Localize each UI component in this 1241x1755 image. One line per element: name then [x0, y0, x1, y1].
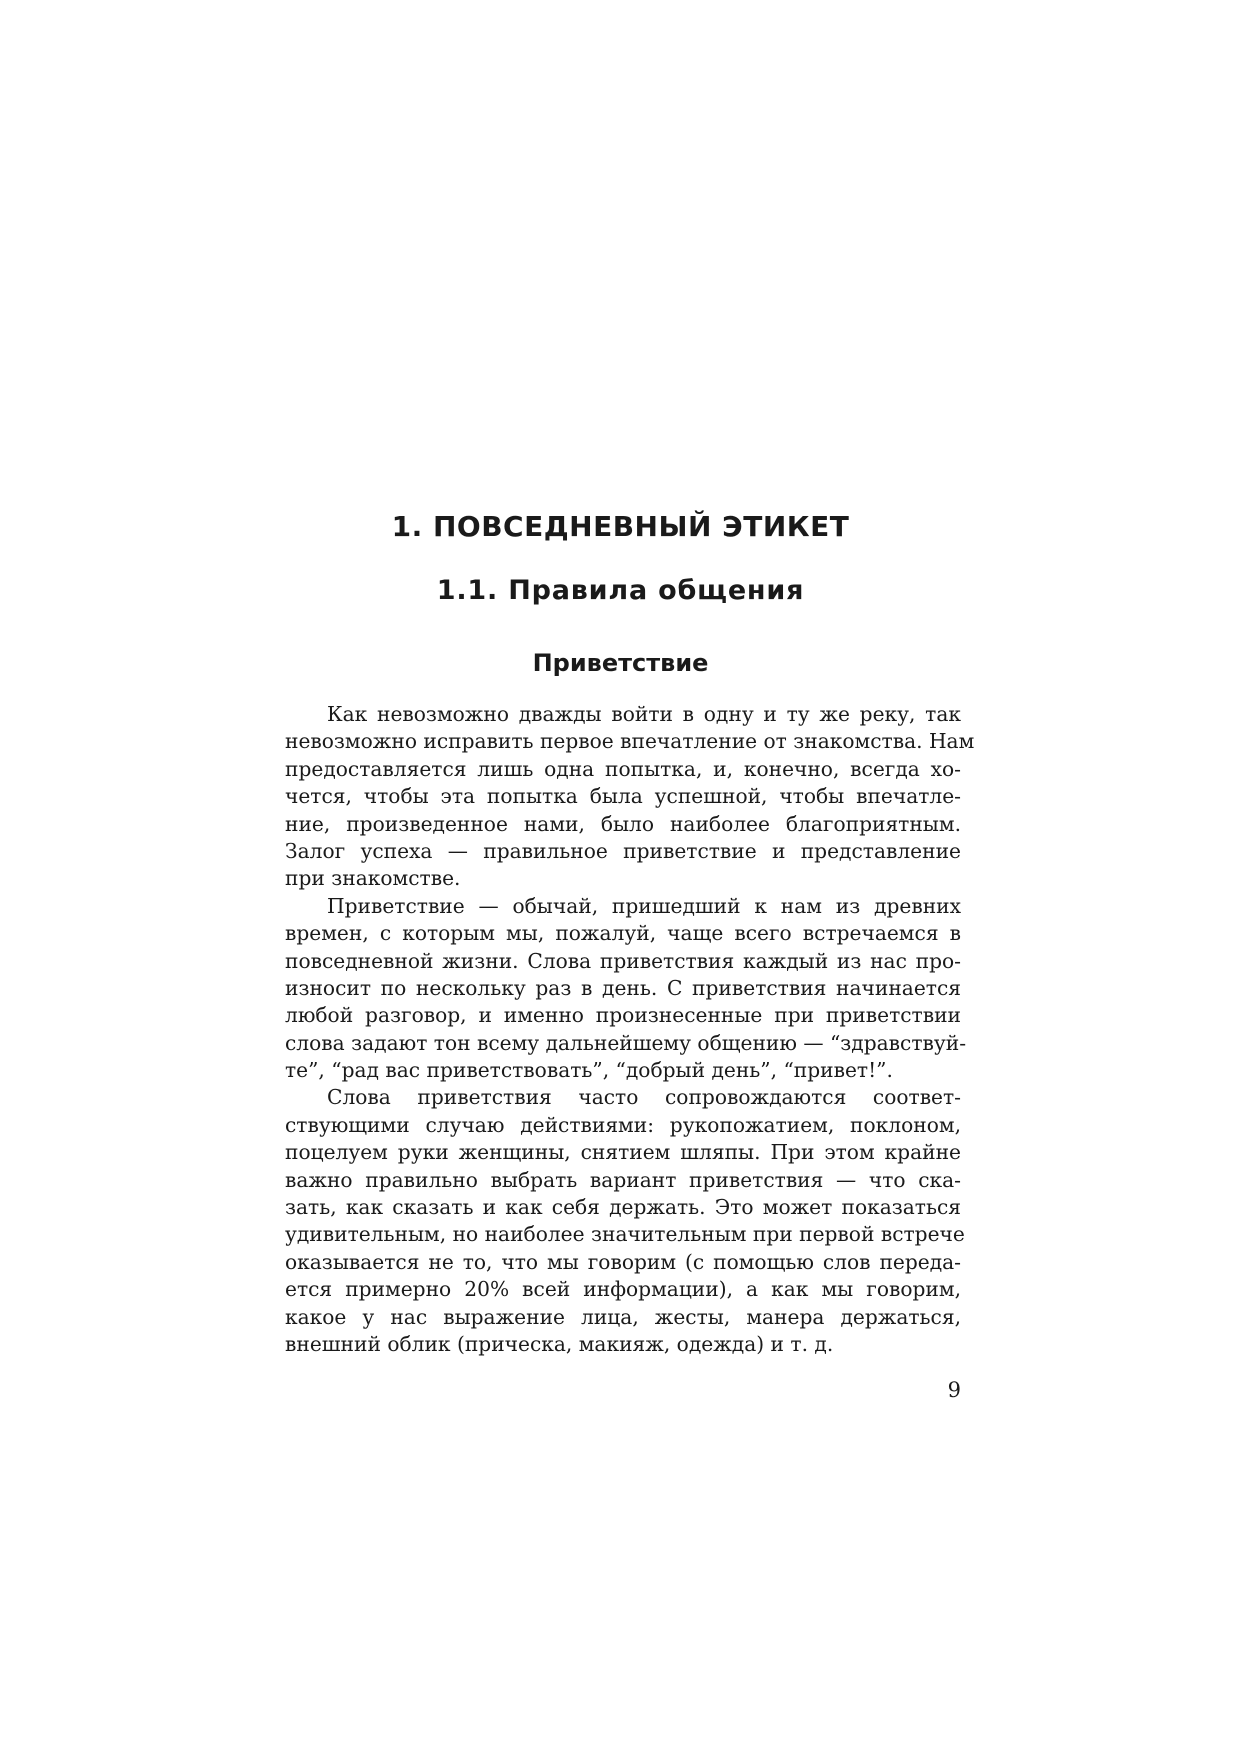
- text-line: Залог успеха — правильное приветствие и представление: [285, 838, 961, 863]
- text-line: чется, чтобы эта попытка была успешной, чтобы впечатле-: [285, 784, 961, 809]
- text-line: какое у нас выражение лица, жесты, манера держаться,: [285, 1304, 961, 1329]
- text-line: повседневной жизни. Слова приветствия каждый из нас про-: [285, 948, 961, 973]
- text-line: зать, как сказать и как себя держать. Это может показаться: [285, 1195, 961, 1220]
- text-line: слова задают тон всему дальнейшему общению — “здравствуй-: [285, 1030, 967, 1055]
- text-line: внешний облик (прическа, макияж, одежда) и т. д.: [285, 1331, 834, 1356]
- text-line: невозможно исправить первое впечатление от знакомства. Нам: [285, 729, 975, 754]
- body-text: [285, 701, 975, 1358]
- text-line: предоставляется лишь одна попытка, и, конечно, всегда хо-: [285, 756, 961, 781]
- subsection-title: Приветствие: [532, 649, 709, 677]
- section-title: 1.1. Правила общения: [436, 575, 805, 606]
- text-line: ется примерно 20% всей информации), а как мы говорим,: [285, 1277, 961, 1302]
- text-line: Приветствие — обычай, пришедший к нам из древних: [327, 893, 961, 918]
- text-line: оказывается не то, что мы говорим (с помощью слов переда-: [285, 1249, 961, 1274]
- text-line: удивительным, но наиболее значительным при первой встрече: [285, 1222, 965, 1247]
- text-line: любой разговор, и именно произнесенные при приветствии: [285, 1003, 961, 1028]
- text-line: Как невозможно дважды войти в одну и ту же реку, так: [327, 702, 961, 726]
- paragraph: [285, 893, 967, 1085]
- text-line: поцелуем руки женщины, снятием шляпы. При этом крайне: [285, 1140, 961, 1165]
- text-line: важно правильно выбрать вариант приветствия — что ска-: [285, 1167, 961, 1192]
- text-line: ние, произведенное нами, было наиболее благоприятным.: [285, 811, 961, 836]
- text-line: Слова приветствия часто сопровождаются соответ-: [327, 1085, 961, 1110]
- text-line: те”, “рад вас приветствовать”, “добрый день”, “привет!”.: [285, 1058, 893, 1083]
- text-line: износит по нескольку раз в день. С приветствия начинается: [285, 975, 961, 1000]
- chapter-title: 1. ПОВСЕДНЕВНЫЙ ЭТИКЕТ: [391, 510, 850, 543]
- page-number: 9: [947, 1378, 961, 1402]
- paragraph: [285, 701, 975, 893]
- text-line: при знакомстве.: [285, 866, 461, 891]
- text-line: времен, с которым мы, пожалуй, чаще всего встречаемся в: [285, 921, 961, 946]
- paragraph: [285, 1084, 965, 1358]
- text-line: ствующими случаю действиями: рукопожатием, поклоном,: [285, 1112, 961, 1137]
